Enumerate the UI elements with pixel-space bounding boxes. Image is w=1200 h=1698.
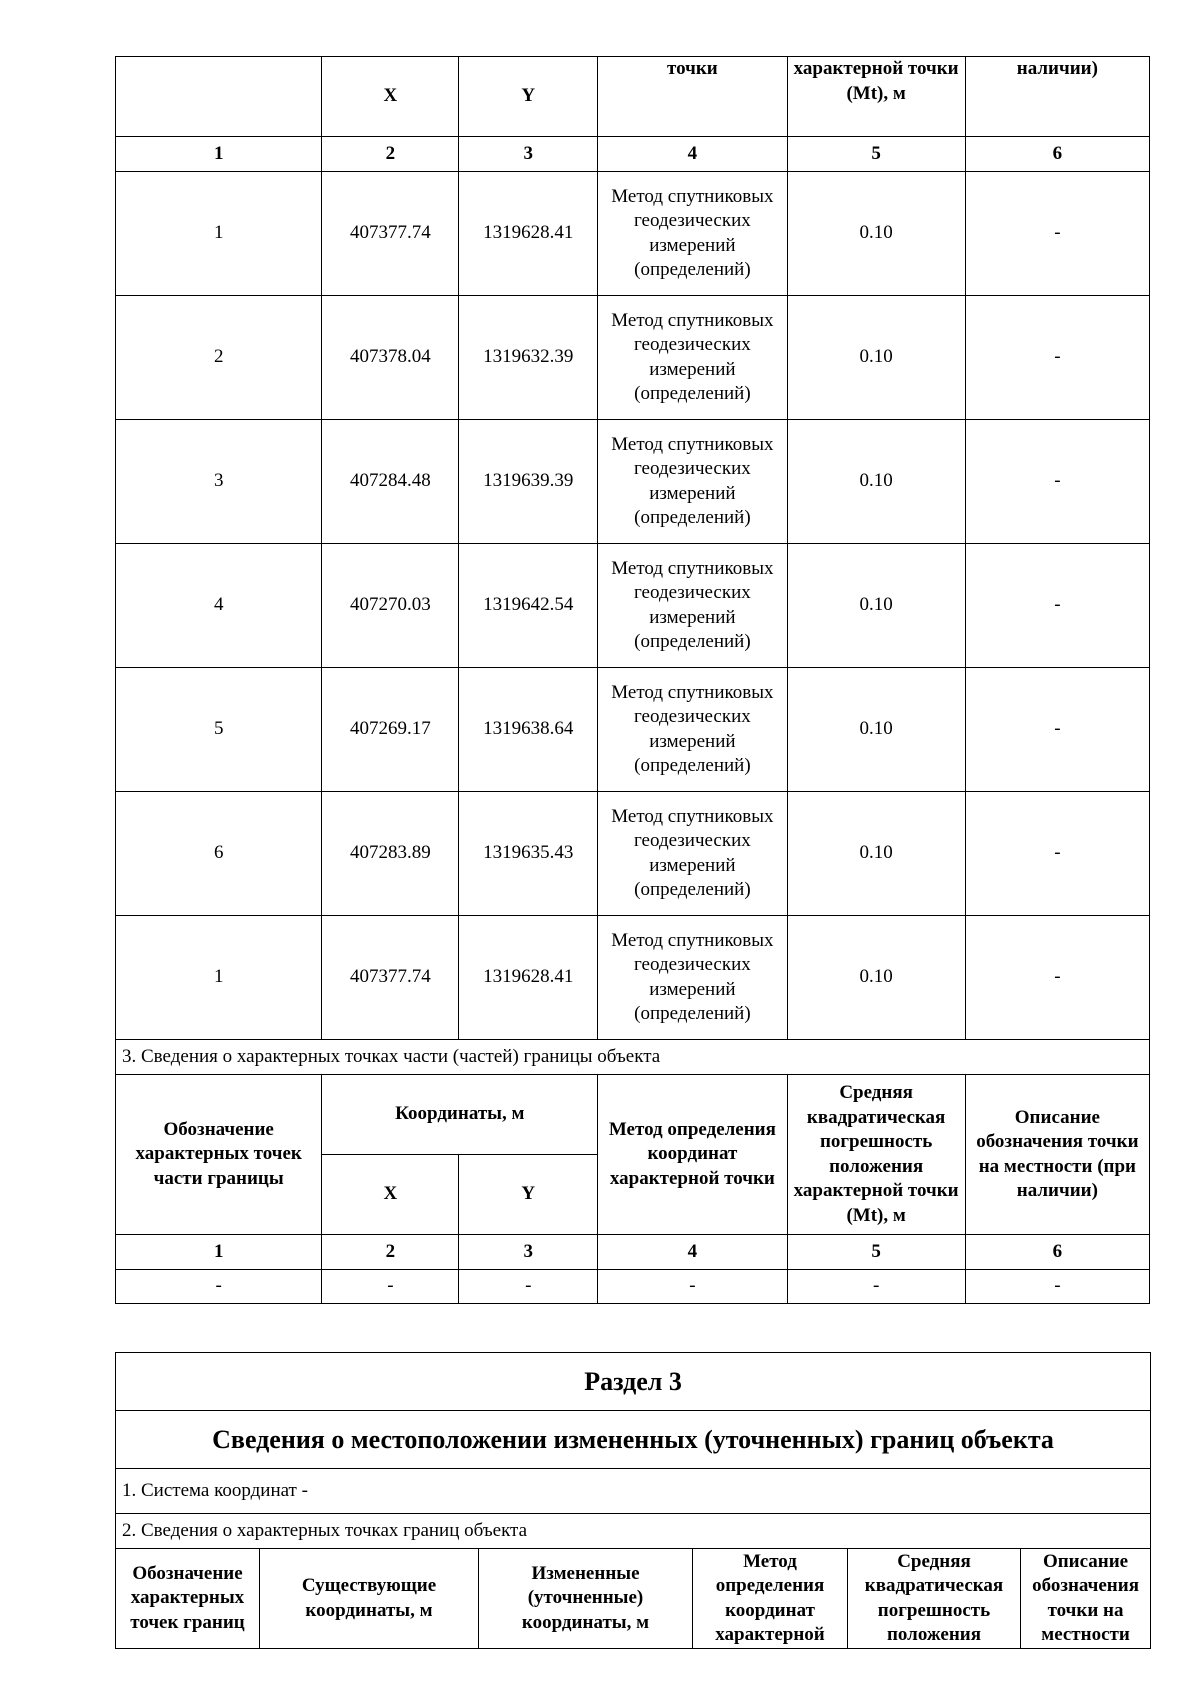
coord-system-row — [116, 1469, 1151, 1514]
boundary-points-table — [115, 56, 1150, 1304]
part-cell: - — [598, 1270, 787, 1304]
table-row — [116, 420, 1150, 544]
point-mt: 0.10 — [787, 668, 965, 792]
point-desc: - — [965, 544, 1149, 668]
header-designation-cell — [116, 57, 322, 137]
header-x: X — [322, 57, 459, 137]
point-y: 1319635.43 — [459, 792, 598, 916]
point-mt: 0.10 — [787, 172, 965, 296]
col-number: 2 — [322, 1235, 459, 1270]
point-y: 1319642.54 — [459, 544, 598, 668]
header-method: Метод определения координат характерной — [693, 1549, 848, 1649]
header-mt: Средняя квадратическая погрешность положения — [848, 1549, 1021, 1649]
section3-table — [115, 1352, 1151, 1649]
section-subtitle-row — [116, 1411, 1151, 1469]
part-header-desc: Описание обозначения точки на местности (при наличии) — [965, 1075, 1149, 1235]
header-changed-coords: Измененные (уточненные) координаты, м — [479, 1549, 693, 1649]
point-desc: - — [965, 668, 1149, 792]
part-header-coords: Координаты, м — [322, 1075, 598, 1155]
point-desc: - — [965, 420, 1149, 544]
table-row — [116, 916, 1150, 1040]
point-desc: - — [965, 916, 1149, 1040]
header-existing-coords: Существующие координаты, м — [260, 1549, 479, 1649]
table-header-continuation — [116, 57, 1150, 137]
coord-system: 1. Система координат - — [116, 1469, 1151, 1514]
point-mt: 0.10 — [787, 792, 965, 916]
header-desc-tail: наличии) — [965, 57, 1149, 137]
point-method: Метод спутниковых геодезических измерений (определений) — [598, 544, 787, 668]
part-cell: - — [116, 1270, 322, 1304]
point-id: 5 — [116, 668, 322, 792]
col-number: 5 — [787, 137, 965, 172]
col-number: 6 — [965, 137, 1149, 172]
table-row — [116, 296, 1150, 420]
point-mt: 0.10 — [787, 544, 965, 668]
point-id: 2 — [116, 296, 322, 420]
point-id: 6 — [116, 792, 322, 916]
point-mt: 0.10 — [787, 296, 965, 420]
point-id: 4 — [116, 544, 322, 668]
part-cell: - — [965, 1270, 1149, 1304]
part-header-y: Y — [459, 1155, 598, 1235]
point-y: 1319638.64 — [459, 668, 598, 792]
table-row — [116, 792, 1150, 916]
header-mt-tail: характерной точки (Mt), м — [787, 57, 965, 137]
col-number: 3 — [459, 1235, 598, 1270]
col-number: 2 — [322, 137, 459, 172]
point-x: 407377.74 — [322, 172, 459, 296]
table-row — [116, 1270, 1150, 1304]
col-number: 1 — [116, 137, 322, 172]
point-desc: - — [965, 172, 1149, 296]
header-y: Y — [459, 57, 598, 137]
col-number: 4 — [598, 137, 787, 172]
point-method: Метод спутниковых геодезических измерений (определений) — [598, 916, 787, 1040]
point-method: Метод спутниковых геодезических измерений (определений) — [598, 792, 787, 916]
point-y: 1319639.39 — [459, 420, 598, 544]
point-method: Метод спутниковых геодезических измерений (определений) — [598, 172, 787, 296]
column-number-row — [116, 137, 1150, 172]
point-id: 1 — [116, 172, 322, 296]
header-desc: Описание обозначения точки на местности — [1021, 1549, 1151, 1649]
part-header-x: X — [322, 1155, 459, 1235]
point-y: 1319628.41 — [459, 916, 598, 1040]
point-x: 407377.74 — [322, 916, 459, 1040]
part-cell: - — [459, 1270, 598, 1304]
point-desc: - — [965, 296, 1149, 420]
point-x: 407284.48 — [322, 420, 459, 544]
part-header-method: Метод определения координат характерной точки — [598, 1075, 787, 1235]
part-header-mt: Средняя квадратическая погрешность положения характерной точки (Mt), м — [787, 1075, 965, 1235]
section-header-row — [116, 1549, 1151, 1649]
part-header-row-1 — [116, 1075, 1150, 1155]
point-x: 407283.89 — [322, 792, 459, 916]
point-y: 1319632.39 — [459, 296, 598, 420]
table-row — [116, 172, 1150, 296]
col-number: 4 — [598, 1235, 787, 1270]
col-number: 1 — [116, 1235, 322, 1270]
part-cell: - — [787, 1270, 965, 1304]
point-y: 1319628.41 — [459, 172, 598, 296]
point-method: Метод спутниковых геодезических измерений (определений) — [598, 420, 787, 544]
section-title: Раздел 3 — [116, 1353, 1151, 1411]
header-method-tail: точки — [598, 57, 787, 137]
part-points-title-row — [116, 1040, 1150, 1075]
point-method: Метод спутниковых геодезических измерений (определений) — [598, 668, 787, 792]
table-row — [116, 668, 1150, 792]
col-number: 3 — [459, 137, 598, 172]
part-cell: - — [322, 1270, 459, 1304]
point-desc: - — [965, 792, 1149, 916]
points-title: 2. Сведения о характерных точках границ объекта — [116, 1514, 1151, 1549]
point-id: 3 — [116, 420, 322, 544]
point-x: 407378.04 — [322, 296, 459, 420]
point-x: 407270.03 — [322, 544, 459, 668]
header-designation: Обозначение характерных точек границ — [116, 1549, 260, 1649]
table-row — [116, 544, 1150, 668]
part-points-title: 3. Сведения о характерных точках части (частей) границы объекта — [116, 1040, 1150, 1075]
point-method: Метод спутниковых геодезических измерений (определений) — [598, 296, 787, 420]
point-id: 1 — [116, 916, 322, 1040]
point-mt: 0.10 — [787, 916, 965, 1040]
points-title-row — [116, 1514, 1151, 1549]
section-title-row — [116, 1353, 1151, 1411]
col-number: 6 — [965, 1235, 1149, 1270]
section-subtitle: Сведения о местоположении измененных (уточненных) границ объекта — [116, 1411, 1151, 1469]
part-column-number-row — [116, 1235, 1150, 1270]
point-x: 407269.17 — [322, 668, 459, 792]
col-number: 5 — [787, 1235, 965, 1270]
point-mt: 0.10 — [787, 420, 965, 544]
part-header-designation: Обозначение характерных точек части границы — [116, 1075, 322, 1235]
